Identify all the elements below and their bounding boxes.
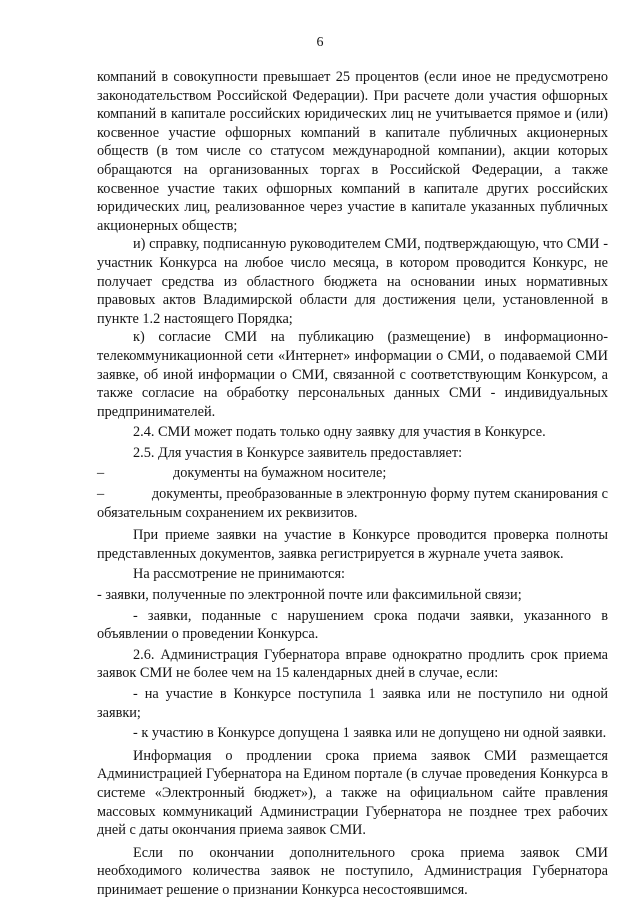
paragraph-not-accepted-email: - заявки, полученные по электронной почте или факсимильной связи;: [97, 587, 522, 604]
paragraph-item-i: и) справку, подписанную руководителем СМИ, подтверждающую, что СМИ - участник Конкурса на любое число месяца, в котором проводится Конкурс, не получает средства из областного бюджета на основании иных нормативных правовых актов Владимирской области для достижения цели, установленной в пункте 1.2 настоящего Порядка;: [97, 236, 608, 327]
list-dash-marker: –: [97, 486, 105, 503]
paragraph-extension-info: Информация о продлении срока приема заявок СМИ размещается Администрацией Губернатора на Едином портале (в случае проведения Конкурса в системе «Электронный бюджет»), а также на официальном сайте правления массовых коммуникаций Администрации Губернатора не позднее трех рабочих дней с даты окончания приема заявок СМИ.: [97, 747, 608, 839]
list-item-text: документы на бумажном носителе;: [173, 465, 387, 482]
list-item-electronic-documents: [97, 485, 608, 522]
paragraph-2-6: 2.6. Администрация Губернатора вправе однократно продлить срок приема заявок СМИ не более чем на 15 календарных дней в случае, если:: [97, 646, 608, 682]
paragraph-not-accepted: На рассмотрение не принимаются:: [133, 566, 346, 583]
page-number: 6: [316, 35, 324, 50]
paragraph-item-k: к) согласие СМИ на публикацию (размещение) в информационно-телекоммуникационной сети «Интернет» информации о СМИ, о подаваемой СМИ заявке, об иной информации о СМИ, связанной с соответствующим Конкурсом, а также согласие на обработку персональных данных СМИ - индивидуальных предпринимателей.: [97, 329, 608, 420]
list-item-text: документы, преобразованные в электронную форму путем сканирования с обязательным сохранением их реквизитов.: [97, 486, 608, 521]
list-dash-marker: –: [97, 465, 105, 482]
paragraph-2-4: 2.4. СМИ может подать только одну заявку для участия в Конкурсе.: [133, 424, 546, 441]
list-item-paper-documents: [97, 464, 608, 483]
paragraph-application-check: При приеме заявки на участие в Конкурсе проводится проверка полноты представленных документов, заявка регистрируется в журнале учета заявок.: [97, 527, 608, 562]
paragraph-one-admitted: - к участию в Конкурсе допущена 1 заявка или не допущено ни одной заявки.: [133, 725, 607, 742]
paragraph-2-5: 2.5. Для участия в Конкурсе заявитель предоставляет:: [133, 444, 463, 461]
paragraph-offshore-share: компаний в совокупности превышает 25 процентов (если иное не предусмотрено законодательством Российской Федерации). При расчете доли участия офшорных компаний в капитале российских юридических лиц не учитывается прямое и (или) косвенное участие офшорных компаний в капитале публичных акционерных обществ (в том числе со статусом международной компании), акции которых обращаются на организованных торгах в Российской Федерации, а также косвенное участие таких офшорных компаний в капитале других российских юридических лиц, реализованное через участие в капитале указанных публичных акционерных обществ;: [97, 69, 608, 234]
paragraph-contest-failed: Если по окончании дополнительного срока приема заявок СМИ необходимого количества заявок не поступило, Администрация Губернатора принимает решение о признании Конкурса несостоявшимся.: [97, 844, 608, 898]
paragraph-not-accepted-late: - заявки, поданные с нарушением срока подачи заявки, указанного в объявлении о проведении Конкурса.: [97, 607, 608, 643]
paragraph-one-application: - на участие в Конкурсе поступила 1 заявка или не поступило ни одной заявки;: [97, 686, 608, 721]
document-body: [97, 68, 608, 900]
